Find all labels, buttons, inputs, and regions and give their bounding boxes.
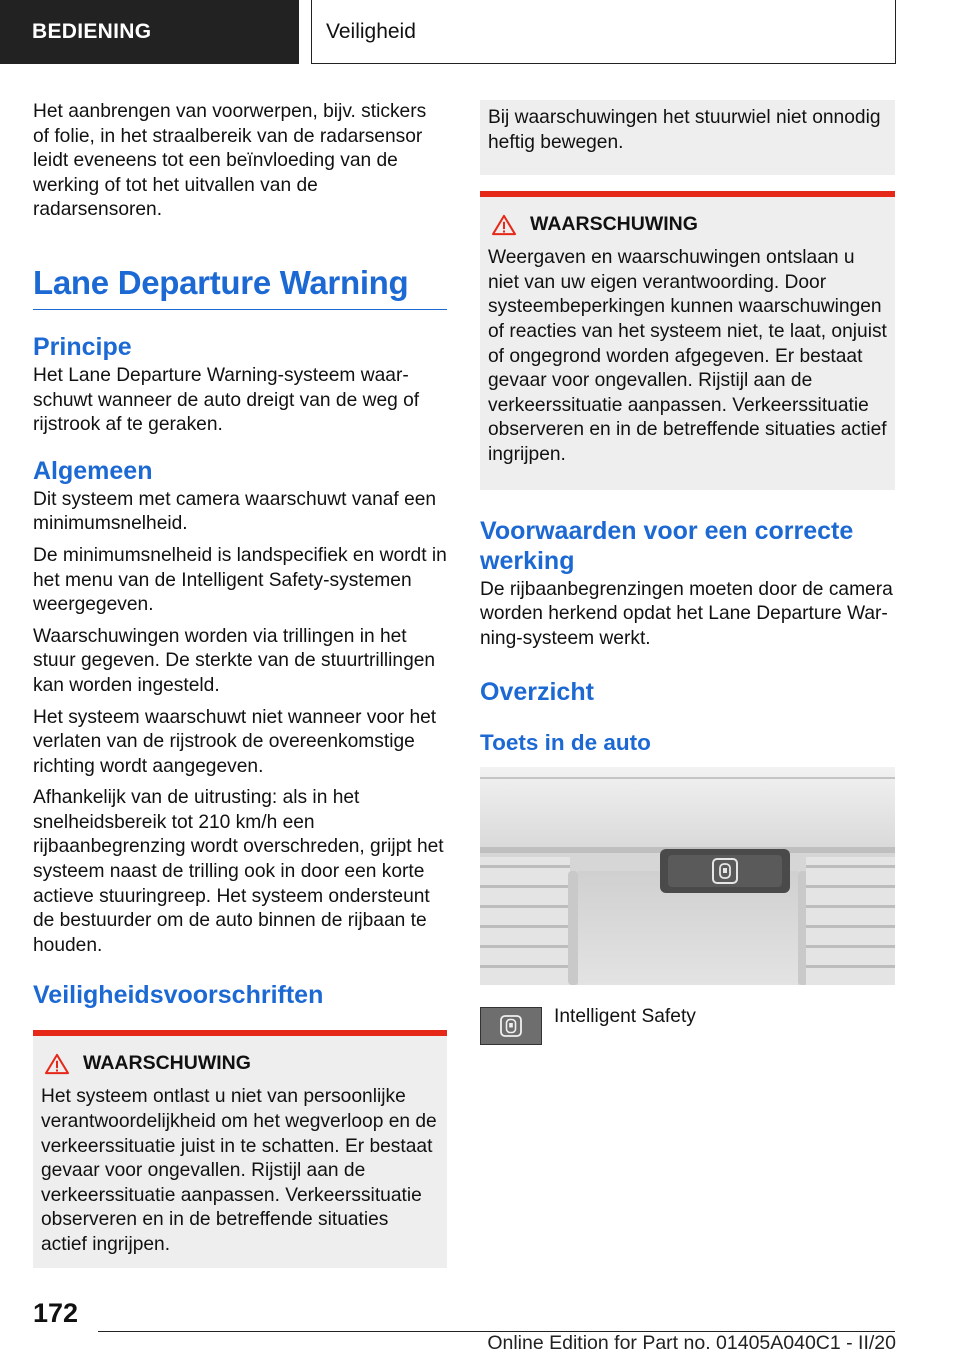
warning-box-left [33, 1030, 447, 1267]
warning-box-right [480, 191, 895, 489]
heading-principe: Principe [33, 332, 132, 361]
right-column [480, 100, 895, 1045]
heading-overzicht: Overzicht [480, 678, 594, 707]
algemeen-paragraph-5: Afhankelijk van de uitrusting: als in het snelheidsbereik tot 210 km/h een rijbaanbegrenzing wordt overschreden, grijpt het systeem naast de trilling ook in door een korte actieve stuuringreep. Het systeem ondersteunt de bestuurder om de auto binnen de rijbaan te houden. [33, 787, 444, 956]
algemeen-paragraph-3: Waarschuwingen worden via trillingen in het stuur gegeven. De sterkte van de stuurtrillingen kan worden ingesteld. [33, 625, 436, 696]
continued-warning-box [480, 100, 895, 175]
algemeen-paragraph-2: De minimumsnelheid is landspecifiek en wordt in het menu van de Intelligent Safety-systemen weergegeven. [33, 544, 447, 616]
intelligent-safety-glyph-icon [499, 1014, 523, 1038]
intelligent-safety-icon [480, 1007, 542, 1045]
heading-algemeen: Algemeen [33, 456, 153, 485]
voorwaarden-paragraph: De rijbaanbegrenzingen moeten door de camera worden herkend opdat het Lane Departure Warning-systeem werkt. [480, 578, 893, 649]
dashboard-vents-illustration [480, 767, 895, 985]
car-button-photo [480, 767, 895, 985]
warning-label: WAARSCHUWING [530, 213, 698, 236]
heading-toets-in-de-auto: Toets in de auto [480, 730, 651, 756]
left-column [33, 100, 447, 1268]
warning-label: WAARSCHUWING [83, 1052, 251, 1075]
warning-text: Het systeem ontlast u niet van persoonlijke verantwoordelijkheid om het wegverloop en de verkeerssituatie juist in te schatten. Er bestaat gevaar voor ongevallen. Rijstijl aan de verkeerssituatie aanpassen. Verkeerssituatie observeren en in de betreffende situaties actief ingrijpen. [41, 1086, 437, 1255]
principe-paragraph: Het Lane Departure Warning-systeem waarschuwt wanneer de auto dreigt van de weg of rijstrook af te geraken. [33, 364, 420, 436]
heading-voorwaarden: Voorwaarden voor een correcte werking [480, 516, 854, 575]
algemeen-paragraph-4: Het systeem waarschuwt niet wanneer voor het verlaten van de rijstrook de overeenkomstige richting wordt aangegeven. [33, 706, 437, 777]
algemeen-paragraph-1: Dit systeem met camera waarschuwt vanaf een minimumsnelheid. [33, 488, 437, 535]
heading-veiligheidsvoorschriften: Veiligheidsvoorschriften [33, 981, 324, 1010]
warning-triangle-icon [43, 1053, 71, 1075]
warning-text: Weergaven en waarschuwingen ontslaan u niet van uw eigen verantwoording. Door systeembeperkingen kunnen waarschuwingen of reacties van het systeem niet, te laat, onjuist of ongegrond worden afgegeven. Er bestaat gevaar voor ongevallen. Rijstijl aan de verkeerssituatie aanpassen. Verkeerssituatie observeren en in de betreffende situaties actief ingrijpen. [488, 247, 887, 465]
legend-label: Intelligent Safety [554, 1006, 696, 1028]
warning-header [488, 213, 887, 236]
chapter-title: Veiligheid [311, 0, 896, 64]
warning-header [41, 1052, 439, 1075]
page-title: Lane Departure Warning [33, 263, 447, 310]
edition-text: Online Edition for Part no. 01405A040C1 - II/20 [487, 1332, 896, 1354]
continued-warning-text: Bij waarschuwingen het stuurwiel niet onnodig heftig bewegen. [488, 107, 881, 153]
legend-row [480, 1005, 895, 1045]
warning-triangle-icon [490, 214, 518, 236]
intro-paragraph: Het aanbrengen van voorwerpen, bijv. stickers of folie, in het straalbereik van de radarsensor leidt eveneens tot een beïnvloeding van de werking of tot het uitvallen van de radarsensoren. [33, 101, 427, 221]
section-tab: BEDIENING [0, 0, 299, 64]
page-number: 172 [33, 1298, 79, 1328]
